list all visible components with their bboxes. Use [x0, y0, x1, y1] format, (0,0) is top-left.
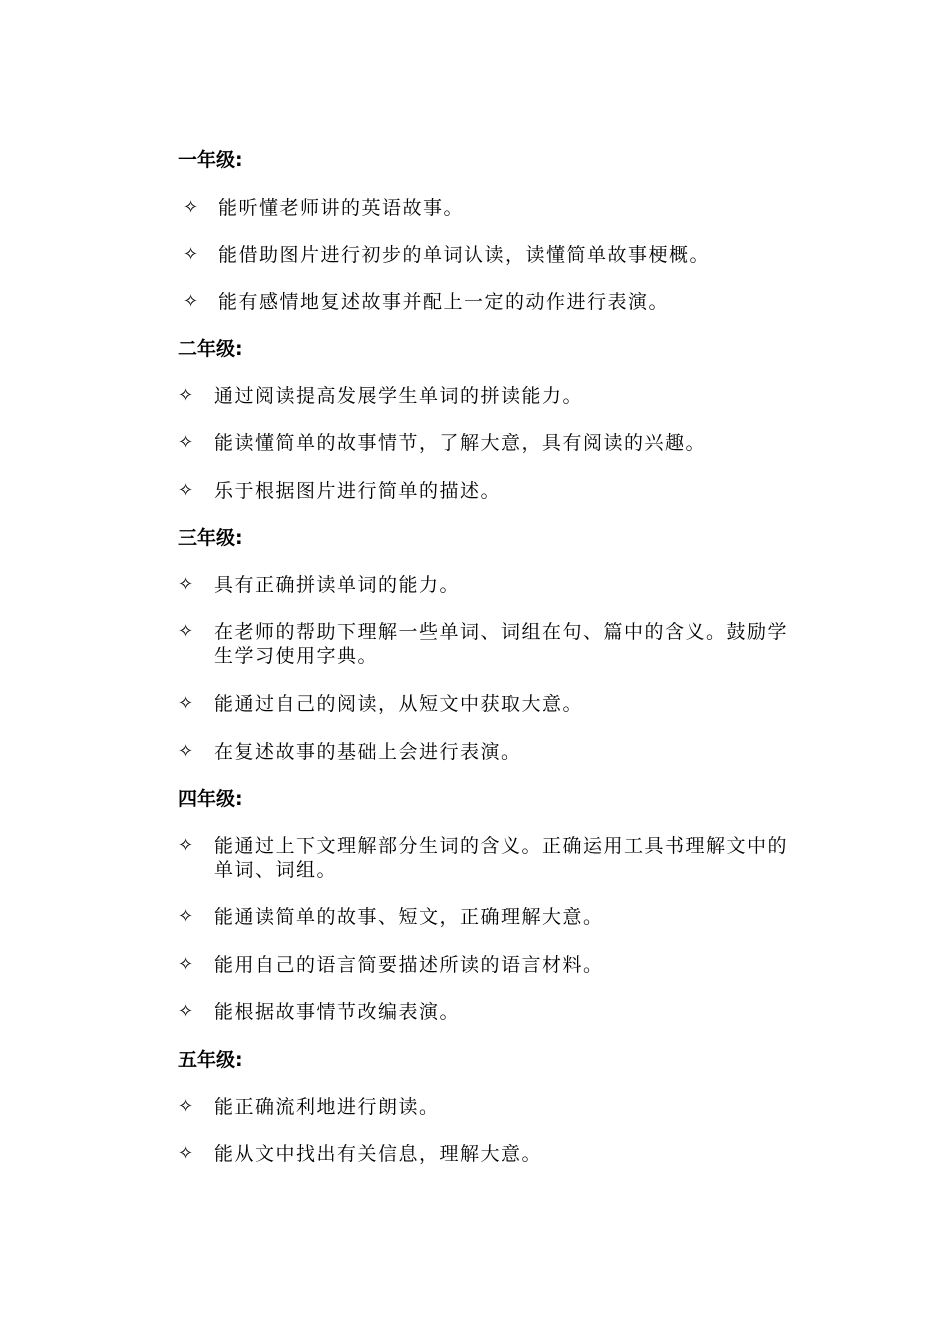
- diamond-bullet-icon: ✧: [183, 197, 200, 218]
- diamond-bullet-icon: ✧: [178, 1143, 195, 1164]
- diamond-bullet-icon: ✧: [178, 954, 195, 975]
- grade-1-item-2: [178, 243, 808, 267]
- diamond-bullet-icon: ✧: [178, 1096, 195, 1117]
- diamond-bullet-icon: ✧: [178, 480, 195, 501]
- list-item-text: 通过阅读提高发展学生单词的拼读能力。: [214, 385, 584, 407]
- list-item-text: 乐于根据图片进行简单的描述。: [214, 480, 502, 502]
- diamond-bullet-icon: ✧: [178, 574, 195, 595]
- list-item-text: 具有正确拼读单词的能力。: [214, 574, 461, 596]
- grade-3-item-4: [178, 740, 808, 764]
- grade-5-item-1: [178, 1095, 808, 1119]
- list-item-text: 能借助图片进行初步的单词认读，读懂简单故事梗概。: [218, 244, 711, 266]
- list-item-text: 能听懂老师讲的英语故事。: [218, 197, 465, 219]
- diamond-bullet-icon: ✧: [178, 693, 195, 714]
- grade-3-item-3: [178, 692, 808, 716]
- list-item-text: 能有感情地复述故事并配上一定的动作进行表演。: [218, 291, 670, 313]
- grade-2-item-3: [178, 479, 808, 503]
- list-item-text: 能通读简单的故事、短文，正确理解大意。: [214, 906, 604, 928]
- diamond-bullet-icon: ✧: [178, 432, 195, 453]
- grade-5-item-2: [178, 1142, 808, 1166]
- grade-4-item-4: [178, 1000, 808, 1024]
- list-item-text: 能正确流利地进行朗读。: [214, 1096, 440, 1118]
- grade-4-heading: 四年级:: [178, 788, 243, 810]
- diamond-bullet-icon: ✧: [178, 621, 195, 642]
- list-item-text: 在老师的帮助下理解一些单词、词组在句、篇中的含义。鼓励学生学习使用字典。: [214, 621, 789, 667]
- grade-4-item-3: [178, 953, 808, 977]
- grade-1-item-1: [178, 196, 808, 220]
- grade-2-item-2: [178, 431, 808, 455]
- list-item-text: 能通过自己的阅读，从短文中获取大意。: [214, 693, 584, 715]
- diamond-bullet-icon: ✧: [178, 835, 195, 856]
- diamond-bullet-icon: ✧: [178, 906, 195, 927]
- list-item-text: 能通过上下文理解部分生词的含义。正确运用工具书理解文中的单词、词组。: [214, 835, 789, 881]
- diamond-bullet-icon: ✧: [178, 385, 195, 406]
- diamond-bullet-icon: ✧: [178, 1001, 195, 1022]
- grade-3-item-2: [178, 620, 808, 668]
- list-item-text: 能用自己的语言简要描述所读的语言材料。: [214, 954, 604, 976]
- list-item-text: 能根据故事情节改编表演。: [214, 1001, 461, 1023]
- grade-3-item-1: [178, 573, 808, 597]
- grade-1-item-3: [178, 290, 808, 314]
- grade-5-heading: 五年级:: [178, 1049, 243, 1071]
- grade-4-item-1: [178, 834, 808, 882]
- grade-2-item-1: [178, 384, 808, 408]
- grade-4-item-2: [178, 905, 808, 929]
- list-item-text: 能读懂简单的故事情节，了解大意，具有阅读的兴趣。: [214, 432, 707, 454]
- grade-2-heading: 二年级:: [178, 338, 243, 360]
- diamond-bullet-icon: ✧: [183, 244, 200, 265]
- grade-1-heading: 一年级:: [178, 149, 243, 171]
- list-item-text: 能从文中找出有关信息，理解大意。: [214, 1143, 543, 1165]
- diamond-bullet-icon: ✧: [183, 291, 200, 312]
- list-item-text: 在复述故事的基础上会进行表演。: [214, 741, 522, 763]
- grade-3-heading: 三年级:: [178, 527, 243, 549]
- diamond-bullet-icon: ✧: [178, 741, 195, 762]
